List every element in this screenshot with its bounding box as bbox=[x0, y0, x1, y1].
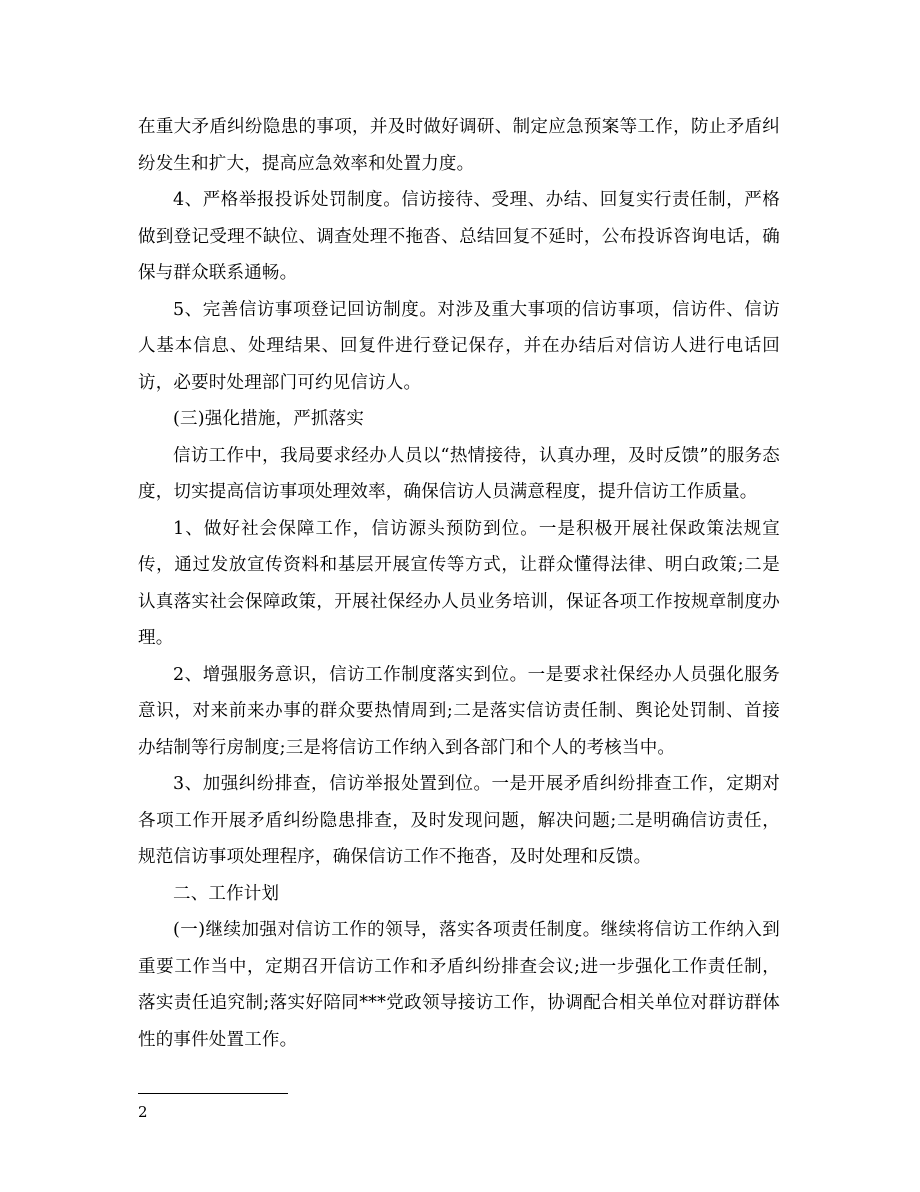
document-body bbox=[138, 109, 780, 1058]
paragraph-continuation: 在重大矛盾纠纷隐患的事项，并及时做好调研、制定应急预案等工作，防止矛盾纠纷发生和扩大，提高应急效率和处置力度。 bbox=[138, 117, 780, 174]
paragraph-plan-1: (一)继续加强对信访工作的领导，落实各项责任制度。继续将信访工作纳入到重要工作当中，定期召开信访工作和矛盾纠纷排查会议;进一步强化工作责任制，落实责任追究制;落实好陪同***党政领导接访工作，协调配合相关单位对群访群体性的事件处置工作。 bbox=[138, 920, 780, 1050]
paragraph-item-4: 4、严格举报投诉处罚制度。信访接待、受理、办结、回复实行责任制，严格做到登记受理不缺位、调查处理不拖沓、总结回复不延时，公布投诉咨询电话，确保与群众联系通畅。 bbox=[138, 190, 780, 283]
section-heading-3: (三)强化措施，严抓落实 bbox=[173, 409, 365, 429]
paragraph-item-5: 5、完善信访事项登记回访制度。对涉及重大事项的信访事项，信访件、信访人基本信息、处理结果、回复件进行登记保存，并在办结后对信访人进行电话回访，必要时处理部门可约见信访人。 bbox=[138, 299, 780, 393]
paragraph-intro: 信访工作中，我局要求经办人员以“热情接待，认真办理，及时反馈”的服务态度，切实提高信访事项处理效率，确保信访人员满意程度，提升信访工作质量。 bbox=[138, 445, 780, 502]
page-number: 2 bbox=[138, 1103, 148, 1121]
paragraph-item-3: 3、加强纠纷排查，信访举报处置到位。一是开展矛盾纠纷排查工作，定期对各项工作开展矛盾纠纷隐患排查，及时发现问题，解决问题;二是明确信访责任，规范信访事项处理程序，确保信访工作不拖沓，及时处理和反馈。 bbox=[138, 774, 780, 867]
footer-divider bbox=[138, 1093, 288, 1094]
paragraph-item-2: 2、增强服务意识，信访工作制度落实到位。一是要求社保经办人员强化服务意识，对来前来办事的群众要热情周到;二是落实信访责任制、舆论处罚制、首接办结制等行房制度;三是将信访工作纳入到各部门和个人的考核当中。 bbox=[138, 664, 780, 758]
paragraph-item-1: 1、做好社会保障工作，信访源头预防到位。一是积极开展社保政策法规宣传，通过发放宣传资料和基层开展宣传等方式，让群众懂得法律、明白政策;二是认真落实社会保障政策，开展社保经办人员业务培训，保证各项工作按规章制度办理。 bbox=[138, 518, 780, 648]
section-heading-work-plan: 二、工作计划 bbox=[173, 883, 280, 904]
